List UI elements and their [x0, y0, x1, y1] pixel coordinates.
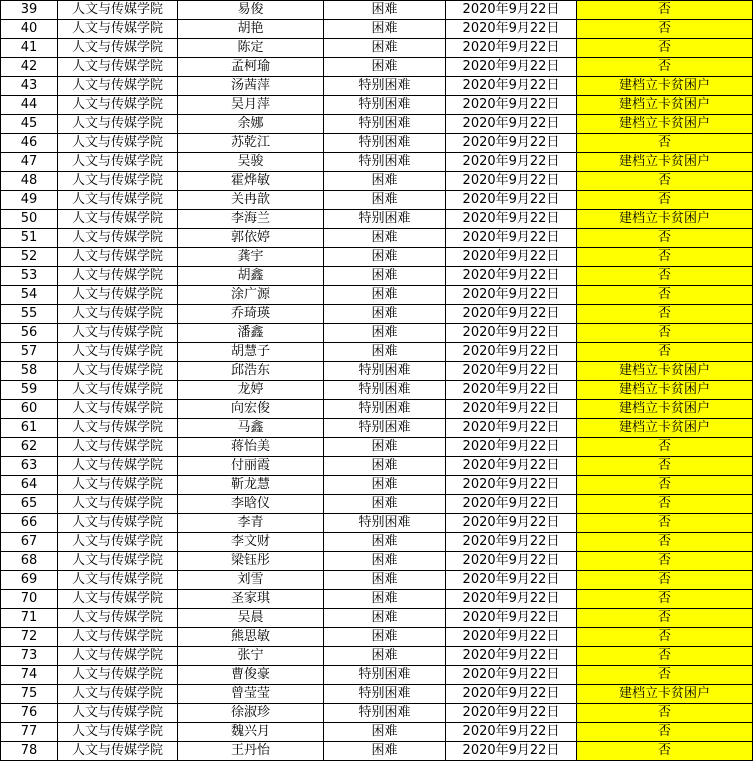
cell-college[interactable]: 人文与传媒学院	[58, 172, 178, 191]
cell-difficulty-level[interactable]: 困难	[324, 58, 446, 77]
cell-row-number[interactable]: 71	[1, 609, 58, 628]
cell-student-name[interactable]: 圣家琪	[178, 590, 324, 609]
table-row	[1, 552, 753, 571]
cell-difficulty-level[interactable]: 特别困难	[324, 666, 446, 685]
cell-difficulty-level[interactable]: 困难	[324, 267, 446, 286]
cell-student-name[interactable]: 龚宇	[178, 248, 324, 267]
cell-poverty-status[interactable]: 否	[577, 666, 753, 685]
cell-student-name[interactable]: 李文财	[178, 533, 324, 552]
cell-poverty-status[interactable]: 建档立卡贫困户	[577, 96, 753, 115]
table-row	[1, 742, 753, 761]
table-row	[1, 58, 753, 77]
cell-date[interactable]: 2020年9月22日	[446, 590, 577, 609]
cell-date[interactable]: 2020年9月22日	[446, 514, 577, 533]
cell-college[interactable]: 人文与传媒学院	[58, 476, 178, 495]
cell-college[interactable]: 人文与传媒学院	[58, 58, 178, 77]
cell-difficulty-level[interactable]: 困难	[324, 647, 446, 666]
table-row	[1, 457, 753, 476]
cell-row-number[interactable]: 47	[1, 153, 58, 172]
cell-row-number[interactable]: 45	[1, 115, 58, 134]
cell-difficulty-level[interactable]: 困难	[324, 609, 446, 628]
table-row	[1, 647, 753, 666]
cell-row-number[interactable]: 54	[1, 286, 58, 305]
cell-difficulty-level[interactable]: 困难	[324, 457, 446, 476]
cell-date[interactable]: 2020年9月22日	[446, 495, 577, 514]
table-row	[1, 514, 753, 533]
cell-row-number[interactable]: 42	[1, 58, 58, 77]
cell-student-name[interactable]: 龙婷	[178, 381, 324, 400]
table-row	[1, 172, 753, 191]
cell-difficulty-level[interactable]: 特别困难	[324, 685, 446, 704]
cell-poverty-status[interactable]: 建档立卡贫困户	[577, 210, 753, 229]
cell-row-number[interactable]: 44	[1, 96, 58, 115]
cell-date[interactable]: 2020年9月22日	[446, 1, 577, 20]
cell-college[interactable]: 人文与传媒学院	[58, 20, 178, 39]
cell-college[interactable]: 人文与传媒学院	[58, 191, 178, 210]
cell-date[interactable]: 2020年9月22日	[446, 571, 577, 590]
cell-college[interactable]: 人文与传媒学院	[58, 286, 178, 305]
cell-row-number[interactable]: 59	[1, 381, 58, 400]
cell-date[interactable]: 2020年9月22日	[446, 20, 577, 39]
cell-date[interactable]: 2020年9月22日	[446, 666, 577, 685]
cell-date[interactable]: 2020年9月22日	[446, 685, 577, 704]
cell-student-name[interactable]: 李海兰	[178, 210, 324, 229]
table-row	[1, 495, 753, 514]
table-row	[1, 96, 753, 115]
table-row	[1, 191, 753, 210]
cell-date[interactable]: 2020年9月22日	[446, 362, 577, 381]
cell-student-name[interactable]: 张宁	[178, 647, 324, 666]
cell-student-name[interactable]: 曹俊豪	[178, 666, 324, 685]
cell-poverty-status[interactable]: 否	[577, 58, 753, 77]
cell-date[interactable]: 2020年9月22日	[446, 134, 577, 153]
cell-date[interactable]: 2020年9月22日	[446, 77, 577, 96]
cell-poverty-status[interactable]: 建档立卡贫困户	[577, 77, 753, 96]
cell-row-number[interactable]: 64	[1, 476, 58, 495]
cell-difficulty-level[interactable]: 困难	[324, 172, 446, 191]
cell-poverty-status[interactable]: 否	[577, 457, 753, 476]
cell-difficulty-level[interactable]: 困难	[324, 229, 446, 248]
cell-poverty-status[interactable]: 否	[577, 39, 753, 58]
cell-college[interactable]: 人文与传媒学院	[58, 571, 178, 590]
cell-college[interactable]: 人文与传媒学院	[58, 533, 178, 552]
table-row	[1, 77, 753, 96]
cell-poverty-status[interactable]: 否	[577, 723, 753, 742]
cell-date[interactable]: 2020年9月22日	[446, 115, 577, 134]
cell-difficulty-level[interactable]: 困难	[324, 742, 446, 761]
cell-student-name[interactable]: 徐淑珍	[178, 704, 324, 723]
cell-difficulty-level[interactable]: 困难	[324, 571, 446, 590]
cell-poverty-status[interactable]: 否	[577, 590, 753, 609]
table-body	[1, 1, 753, 761]
cell-difficulty-level[interactable]: 困难	[324, 286, 446, 305]
cell-row-number[interactable]: 73	[1, 647, 58, 666]
cell-poverty-status[interactable]: 否	[577, 267, 753, 286]
cell-college[interactable]: 人文与传媒学院	[58, 609, 178, 628]
cell-date[interactable]: 2020年9月22日	[446, 39, 577, 58]
cell-difficulty-level[interactable]: 特别困难	[324, 77, 446, 96]
cell-difficulty-level[interactable]: 困难	[324, 39, 446, 58]
cell-date[interactable]: 2020年9月22日	[446, 210, 577, 229]
cell-row-number[interactable]: 58	[1, 362, 58, 381]
cell-difficulty-level[interactable]: 困难	[324, 248, 446, 267]
table-row	[1, 210, 753, 229]
cell-student-name[interactable]: 乔琦瑛	[178, 305, 324, 324]
table-row	[1, 229, 753, 248]
cell-college[interactable]: 人文与传媒学院	[58, 438, 178, 457]
cell-date[interactable]: 2020年9月22日	[446, 58, 577, 77]
cell-row-number[interactable]: 60	[1, 400, 58, 419]
cell-row-number[interactable]: 62	[1, 438, 58, 457]
cell-poverty-status[interactable]: 建档立卡贫困户	[577, 685, 753, 704]
cell-poverty-status[interactable]: 否	[577, 647, 753, 666]
cell-difficulty-level[interactable]: 特别困难	[324, 419, 446, 438]
cell-date[interactable]: 2020年9月22日	[446, 609, 577, 628]
table-row	[1, 324, 753, 343]
cell-college[interactable]: 人文与传媒学院	[58, 495, 178, 514]
cell-student-name[interactable]: 胡艳	[178, 20, 324, 39]
cell-row-number[interactable]: 61	[1, 419, 58, 438]
table-row	[1, 39, 753, 58]
table-row	[1, 723, 753, 742]
cell-row-number[interactable]: 40	[1, 20, 58, 39]
cell-student-name[interactable]: 魏兴月	[178, 723, 324, 742]
cell-student-name[interactable]: 王丹怡	[178, 742, 324, 761]
cell-college[interactable]: 人文与传媒学院	[58, 381, 178, 400]
cell-difficulty-level[interactable]: 困难	[324, 495, 446, 514]
cell-difficulty-level[interactable]: 困难	[324, 628, 446, 647]
cell-college[interactable]: 人文与传媒学院	[58, 153, 178, 172]
cell-college[interactable]: 人文与传媒学院	[58, 229, 178, 248]
cell-poverty-status[interactable]: 建档立卡贫困户	[577, 115, 753, 134]
table-row	[1, 666, 753, 685]
cell-poverty-status[interactable]: 否	[577, 495, 753, 514]
cell-student-name[interactable]: 易俊	[178, 1, 324, 20]
cell-student-name[interactable]: 梁钰彤	[178, 552, 324, 571]
cell-student-name[interactable]: 关冉歆	[178, 191, 324, 210]
cell-poverty-status[interactable]: 否	[577, 438, 753, 457]
cell-row-number[interactable]: 72	[1, 628, 58, 647]
table-row	[1, 685, 753, 704]
cell-student-name[interactable]: 付丽霞	[178, 457, 324, 476]
table-row	[1, 134, 753, 153]
cell-date[interactable]: 2020年9月22日	[446, 267, 577, 286]
cell-student-name[interactable]: 胡鑫	[178, 267, 324, 286]
cell-poverty-status[interactable]: 否	[577, 571, 753, 590]
cell-student-name[interactable]: 熊思敏	[178, 628, 324, 647]
cell-student-name[interactable]: 向宏俊	[178, 400, 324, 419]
cell-poverty-status[interactable]: 否	[577, 229, 753, 248]
cell-student-name[interactable]: 李青	[178, 514, 324, 533]
cell-student-name[interactable]: 苏乾江	[178, 134, 324, 153]
cell-student-name[interactable]: 李晗仪	[178, 495, 324, 514]
cell-poverty-status[interactable]: 否	[577, 628, 753, 647]
table-row	[1, 476, 753, 495]
cell-row-number[interactable]: 51	[1, 229, 58, 248]
cell-student-name[interactable]: 靳龙慧	[178, 476, 324, 495]
cell-poverty-status[interactable]: 否	[577, 704, 753, 723]
cell-poverty-status[interactable]: 否	[577, 305, 753, 324]
cell-student-name[interactable]: 陈定	[178, 39, 324, 58]
table-row	[1, 609, 753, 628]
cell-difficulty-level[interactable]: 特别困难	[324, 514, 446, 533]
cell-poverty-status[interactable]: 建档立卡贫困户	[577, 153, 753, 172]
cell-college[interactable]: 人文与传媒学院	[58, 628, 178, 647]
cell-date[interactable]: 2020年9月22日	[446, 647, 577, 666]
cell-difficulty-level[interactable]: 特别困难	[324, 96, 446, 115]
cell-date[interactable]: 2020年9月22日	[446, 248, 577, 267]
cell-date[interactable]: 2020年9月22日	[446, 628, 577, 647]
cell-student-name[interactable]: 胡慧子	[178, 343, 324, 362]
table-row	[1, 1, 753, 20]
cell-student-name[interactable]: 涂广源	[178, 286, 324, 305]
cell-poverty-status[interactable]: 建档立卡贫困户	[577, 400, 753, 419]
table-row	[1, 153, 753, 172]
cell-date[interactable]: 2020年9月22日	[446, 324, 577, 343]
table-row	[1, 305, 753, 324]
cell-college[interactable]: 人文与传媒学院	[58, 362, 178, 381]
cell-row-number[interactable]: 74	[1, 666, 58, 685]
cell-row-number[interactable]: 49	[1, 191, 58, 210]
cell-college[interactable]: 人文与传媒学院	[58, 704, 178, 723]
cell-student-name[interactable]: 余娜	[178, 115, 324, 134]
cell-row-number[interactable]: 70	[1, 590, 58, 609]
cell-poverty-status[interactable]: 否	[577, 20, 753, 39]
cell-student-name[interactable]: 刘雪	[178, 571, 324, 590]
cell-date[interactable]: 2020年9月22日	[446, 96, 577, 115]
cell-row-number[interactable]: 46	[1, 134, 58, 153]
cell-date[interactable]: 2020年9月22日	[446, 457, 577, 476]
cell-row-number[interactable]: 52	[1, 248, 58, 267]
cell-poverty-status[interactable]: 建档立卡贫困户	[577, 381, 753, 400]
cell-student-name[interactable]: 吴骏	[178, 153, 324, 172]
cell-difficulty-level[interactable]: 特别困难	[324, 381, 446, 400]
cell-row-number[interactable]: 50	[1, 210, 58, 229]
cell-poverty-status[interactable]: 否	[577, 552, 753, 571]
cell-student-name[interactable]: 郭依婷	[178, 229, 324, 248]
cell-student-name[interactable]: 汤茜萍	[178, 77, 324, 96]
cell-difficulty-level[interactable]: 特别困难	[324, 153, 446, 172]
cell-row-number[interactable]: 39	[1, 1, 58, 20]
cell-college[interactable]: 人文与传媒学院	[58, 134, 178, 153]
cell-row-number[interactable]: 48	[1, 172, 58, 191]
table-row	[1, 590, 753, 609]
cell-college[interactable]: 人文与传媒学院	[58, 647, 178, 666]
cell-college[interactable]: 人文与传媒学院	[58, 39, 178, 58]
cell-college[interactable]: 人文与传媒学院	[58, 590, 178, 609]
cell-poverty-status[interactable]: 否	[577, 1, 753, 20]
table-row	[1, 381, 753, 400]
cell-date[interactable]: 2020年9月22日	[446, 153, 577, 172]
cell-poverty-status[interactable]: 否	[577, 533, 753, 552]
cell-college[interactable]: 人文与传媒学院	[58, 742, 178, 761]
cell-row-number[interactable]: 78	[1, 742, 58, 761]
cell-date[interactable]: 2020年9月22日	[446, 191, 577, 210]
cell-row-number[interactable]: 57	[1, 343, 58, 362]
cell-row-number[interactable]: 76	[1, 704, 58, 723]
cell-college[interactable]: 人文与传媒学院	[58, 1, 178, 20]
cell-date[interactable]: 2020年9月22日	[446, 286, 577, 305]
cell-student-name[interactable]: 曾莹莹	[178, 685, 324, 704]
cell-college[interactable]: 人文与传媒学院	[58, 685, 178, 704]
cell-college[interactable]: 人文与传媒学院	[58, 115, 178, 134]
table-row	[1, 571, 753, 590]
cell-difficulty-level[interactable]: 困难	[324, 1, 446, 20]
cell-date[interactable]: 2020年9月22日	[446, 172, 577, 191]
cell-poverty-status[interactable]: 否	[577, 514, 753, 533]
cell-difficulty-level[interactable]: 困难	[324, 476, 446, 495]
cell-date[interactable]: 2020年9月22日	[446, 438, 577, 457]
cell-student-name[interactable]: 马鑫	[178, 419, 324, 438]
cell-date[interactable]: 2020年9月22日	[446, 552, 577, 571]
table-row	[1, 248, 753, 267]
cell-difficulty-level[interactable]: 特别困难	[324, 115, 446, 134]
cell-difficulty-level[interactable]: 困难	[324, 533, 446, 552]
cell-college[interactable]: 人文与传媒学院	[58, 248, 178, 267]
table-row	[1, 419, 753, 438]
cell-date[interactable]: 2020年9月22日	[446, 305, 577, 324]
table-row	[1, 267, 753, 286]
cell-difficulty-level[interactable]: 困难	[324, 552, 446, 571]
cell-student-name[interactable]: 霍烨敏	[178, 172, 324, 191]
cell-poverty-status[interactable]: 否	[577, 248, 753, 267]
cell-poverty-status[interactable]: 否	[577, 343, 753, 362]
cell-difficulty-level[interactable]: 困难	[324, 305, 446, 324]
cell-row-number[interactable]: 75	[1, 685, 58, 704]
cell-poverty-status[interactable]: 否	[577, 134, 753, 153]
table-row	[1, 343, 753, 362]
cell-difficulty-level[interactable]: 特别困难	[324, 210, 446, 229]
cell-row-number[interactable]: 66	[1, 514, 58, 533]
cell-college[interactable]: 人文与传媒学院	[58, 514, 178, 533]
cell-college[interactable]: 人文与传媒学院	[58, 419, 178, 438]
cell-row-number[interactable]: 43	[1, 77, 58, 96]
cell-college[interactable]: 人文与传媒学院	[58, 267, 178, 286]
cell-date[interactable]: 2020年9月22日	[446, 533, 577, 552]
cell-date[interactable]: 2020年9月22日	[446, 476, 577, 495]
cell-row-number[interactable]: 69	[1, 571, 58, 590]
cell-date[interactable]: 2020年9月22日	[446, 343, 577, 362]
table-row	[1, 628, 753, 647]
cell-row-number[interactable]: 53	[1, 267, 58, 286]
cell-college[interactable]: 人文与传媒学院	[58, 666, 178, 685]
cell-college[interactable]: 人文与传媒学院	[58, 457, 178, 476]
cell-student-name[interactable]: 孟柯瑜	[178, 58, 324, 77]
cell-poverty-status[interactable]: 否	[577, 191, 753, 210]
cell-poverty-status[interactable]: 建档立卡贫困户	[577, 362, 753, 381]
cell-row-number[interactable]: 41	[1, 39, 58, 58]
cell-poverty-status[interactable]: 建档立卡贫困户	[577, 419, 753, 438]
cell-student-name[interactable]: 邱浩东	[178, 362, 324, 381]
cell-college[interactable]: 人文与传媒学院	[58, 400, 178, 419]
cell-poverty-status[interactable]: 否	[577, 609, 753, 628]
table-row	[1, 362, 753, 381]
cell-college[interactable]: 人文与传媒学院	[58, 552, 178, 571]
cell-difficulty-level[interactable]: 困难	[324, 324, 446, 343]
cell-date[interactable]: 2020年9月22日	[446, 419, 577, 438]
cell-difficulty-level[interactable]: 特别困难	[324, 704, 446, 723]
cell-row-number[interactable]: 67	[1, 533, 58, 552]
cell-row-number[interactable]: 63	[1, 457, 58, 476]
cell-date[interactable]: 2020年9月22日	[446, 400, 577, 419]
cell-poverty-status[interactable]: 否	[577, 324, 753, 343]
cell-row-number[interactable]: 65	[1, 495, 58, 514]
table-row	[1, 704, 753, 723]
cell-college[interactable]: 人文与传媒学院	[58, 96, 178, 115]
table-row	[1, 400, 753, 419]
cell-difficulty-level[interactable]: 困难	[324, 343, 446, 362]
cell-date[interactable]: 2020年9月22日	[446, 229, 577, 248]
cell-difficulty-level[interactable]: 困难	[324, 723, 446, 742]
cell-difficulty-level[interactable]: 特别困难	[324, 134, 446, 153]
table-row	[1, 533, 753, 552]
cell-row-number[interactable]: 68	[1, 552, 58, 571]
cell-difficulty-level[interactable]: 困难	[324, 438, 446, 457]
cell-difficulty-level[interactable]: 特别困难	[324, 400, 446, 419]
cell-difficulty-level[interactable]: 特别困难	[324, 362, 446, 381]
cell-college[interactable]: 人文与传媒学院	[58, 324, 178, 343]
cell-student-name[interactable]: 吴晨	[178, 609, 324, 628]
cell-difficulty-level[interactable]: 困难	[324, 590, 446, 609]
cell-date[interactable]: 2020年9月22日	[446, 704, 577, 723]
cell-college[interactable]: 人文与传媒学院	[58, 210, 178, 229]
table-row	[1, 20, 753, 39]
cell-difficulty-level[interactable]: 困难	[324, 191, 446, 210]
cell-poverty-status[interactable]: 否	[577, 742, 753, 761]
table-row	[1, 115, 753, 134]
cell-student-name[interactable]: 蒋怡美	[178, 438, 324, 457]
cell-student-name[interactable]: 吴月萍	[178, 96, 324, 115]
cell-poverty-status[interactable]: 否	[577, 476, 753, 495]
table-row	[1, 438, 753, 457]
cell-poverty-status[interactable]: 否	[577, 286, 753, 305]
cell-date[interactable]: 2020年9月22日	[446, 742, 577, 761]
cell-difficulty-level[interactable]: 困难	[324, 20, 446, 39]
cell-row-number[interactable]: 77	[1, 723, 58, 742]
cell-college[interactable]: 人文与传媒学院	[58, 77, 178, 96]
cell-row-number[interactable]: 56	[1, 324, 58, 343]
cell-college[interactable]: 人文与传媒学院	[58, 723, 178, 742]
cell-date[interactable]: 2020年9月22日	[446, 381, 577, 400]
cell-row-number[interactable]: 55	[1, 305, 58, 324]
table-row	[1, 286, 753, 305]
cell-college[interactable]: 人文与传媒学院	[58, 343, 178, 362]
cell-poverty-status[interactable]: 否	[577, 172, 753, 191]
cell-college[interactable]: 人文与传媒学院	[58, 305, 178, 324]
cell-date[interactable]: 2020年9月22日	[446, 723, 577, 742]
cell-student-name[interactable]: 潘鑫	[178, 324, 324, 343]
